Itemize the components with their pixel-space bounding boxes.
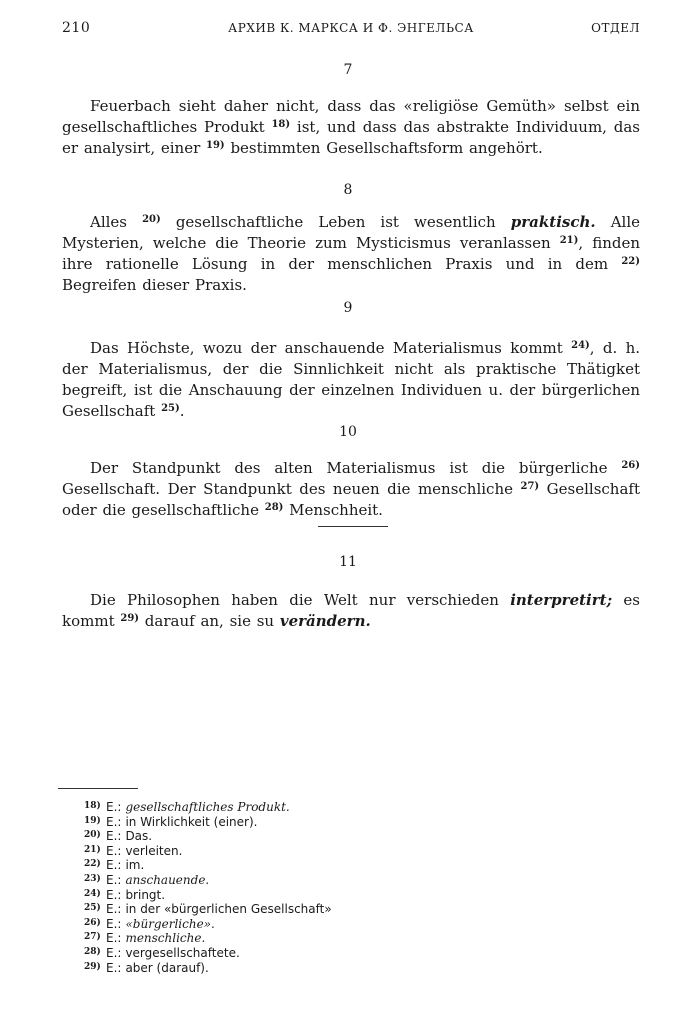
footnote-text: verleiten. [125, 843, 183, 858]
footnote-item [84, 829, 604, 844]
footnote-item [84, 815, 604, 830]
footnote-source: E.: [106, 916, 122, 931]
footnote-mark: 21) [84, 844, 101, 855]
footnote-text: Das. [125, 829, 153, 844]
footnote-item [84, 917, 604, 932]
footnote-mark: 24) [84, 888, 101, 899]
paragraph-text: es kommt [62, 591, 640, 630]
footnote-mark: 27) [84, 932, 101, 943]
paragraph-text: Das Höchste, wozu der anschauende Materialismus kommt [90, 339, 572, 357]
footnote-source: E.: [106, 800, 122, 814]
paragraph-text: Menschheit. [283, 501, 383, 519]
footnote-text: menschliche. [125, 931, 206, 946]
footnote-item [84, 858, 604, 873]
paragraph-text: , finden ihre rationelle Lösung in der menschlichen Praxis und in dem [62, 234, 640, 273]
running-title: АРХИВ К. МАРКСА И Ф. ЭНГЕЛЬСА [228, 21, 474, 35]
footnote-source: E.: [106, 829, 122, 844]
thesis-paragraph [62, 212, 640, 296]
footnote-mark: 19) [84, 815, 101, 826]
footnote-source: E.: [106, 887, 122, 902]
paragraph-text: gesellschaftliche Leben ist wesentlich [160, 213, 511, 231]
paragraph-text: , d. h. der Materialismus, der die Sinnlichkeit nicht als praktische Thätigket begreift, ist die Anschauung der einzelnen Individuen u. der bürgerlichen Gesellschaft [62, 339, 640, 420]
footnote-item [84, 946, 604, 961]
footnote-reference: 22) [621, 256, 640, 267]
footnote-source: E.: [106, 872, 122, 887]
paragraph-text: Alles [90, 213, 143, 231]
section-number: 9 [343, 300, 353, 316]
footnote-text: anschauende. [125, 872, 210, 887]
paragraph-text: Gesellschaft. Der Standpunkt des neuen die menschliche [62, 480, 521, 498]
footnote-source: E.: [106, 945, 122, 960]
paragraph-text: darauf an, sie su [139, 612, 280, 630]
footnote-reference: 19) [206, 140, 225, 151]
section-number: 11 [339, 554, 357, 570]
paragraph-text: ist, und dass das abstrakte Individuum, das er analysirt, einer [62, 118, 640, 157]
paragraph-text: Der Standpunkt des alten Materialismus ist die bürgerliche [90, 459, 622, 477]
footnote-text: bringt. [125, 887, 166, 902]
footnote-source: E.: [106, 843, 122, 858]
thesis-paragraph [62, 458, 640, 521]
footnote-item [84, 800, 604, 815]
footnote-source: E.: [106, 902, 122, 917]
footnote-reference: 26) [621, 460, 640, 471]
thesis-paragraph [62, 338, 640, 422]
section-divider [318, 526, 388, 527]
paragraph-text: . [179, 402, 185, 420]
footnote-reference: 28) [264, 502, 284, 513]
thesis-paragraph [62, 590, 640, 632]
section-number: 7 [343, 62, 353, 78]
footnote-source: E.: [106, 858, 122, 873]
section-number: 8 [343, 182, 353, 198]
footnote-text: gesellschaftliches Produkt. [125, 800, 290, 814]
footnote-rule [58, 788, 138, 789]
paragraph-text: Gesellschaft oder die gesellschaftliche [62, 480, 640, 519]
footnote-mark: 28) [84, 946, 101, 957]
footnote-text: in der «bürgerlichen Gesellschaft» [125, 902, 332, 917]
footnotes-list [84, 800, 604, 975]
footnote-mark: 23) [84, 873, 101, 884]
footnote-reference: 29) [120, 613, 140, 624]
section-label: ОТДЕЛ [591, 21, 640, 35]
page-number: 210 [62, 20, 91, 36]
paragraph-text: Die Philosophen haben die Welt nur verschieden [90, 591, 511, 609]
footnote-mark: 29) [84, 961, 101, 972]
footnote-item [84, 873, 604, 888]
footnote-reference: 21) [559, 235, 579, 246]
footnote-source: E.: [106, 960, 122, 975]
footnote-reference: 20) [142, 214, 161, 225]
footnote-mark: 22) [84, 859, 101, 870]
emphasized-text: interpretirt; [510, 591, 613, 609]
footnote-reference: 25) [161, 403, 180, 414]
footnote-text: in Wirklichkeit (einer). [125, 814, 258, 829]
section-number: 10 [339, 424, 357, 440]
footnote-mark: 25) [84, 903, 101, 914]
footnote-text: im. [125, 858, 145, 873]
footnote-reference: 24) [571, 340, 590, 351]
thesis-paragraph [62, 96, 640, 159]
footnote-text: vergesellschaftete. [125, 945, 240, 960]
footnote-item [84, 844, 604, 859]
paragraph-text: Feuerbach sieht daher nicht, dass das «religiöse Gemüth» selbst ein gesellschaftliches Produkt [62, 97, 640, 136]
footnote-reference: 27) [520, 481, 540, 492]
footnote-item [84, 888, 604, 903]
emphasized-text: praktisch. [510, 213, 596, 231]
footnote-source: E.: [106, 931, 122, 946]
page-header [62, 20, 640, 38]
footnote-mark: 26) [84, 917, 101, 928]
footnote-mark: 20) [84, 830, 101, 841]
footnote-item [84, 961, 604, 976]
emphasized-text: verändern. [279, 612, 371, 630]
footnote-mark: 18) [84, 801, 101, 811]
paragraph-text: Alle Mysterien, welche die Theorie zum Mysticismus veranlassen [62, 213, 640, 252]
paragraph-text: bestimmten Gesellschaftsform angehört. [224, 139, 543, 157]
footnote-source: E.: [106, 814, 122, 829]
footnote-item [84, 931, 604, 946]
footnote-text: «bürgerliche». [125, 916, 215, 931]
paragraph-text: Begreifen dieser Praxis. [62, 276, 247, 294]
footnote-item [84, 902, 604, 917]
footnote-text: aber (darauf). [125, 960, 209, 975]
footnote-reference: 18) [271, 119, 291, 130]
